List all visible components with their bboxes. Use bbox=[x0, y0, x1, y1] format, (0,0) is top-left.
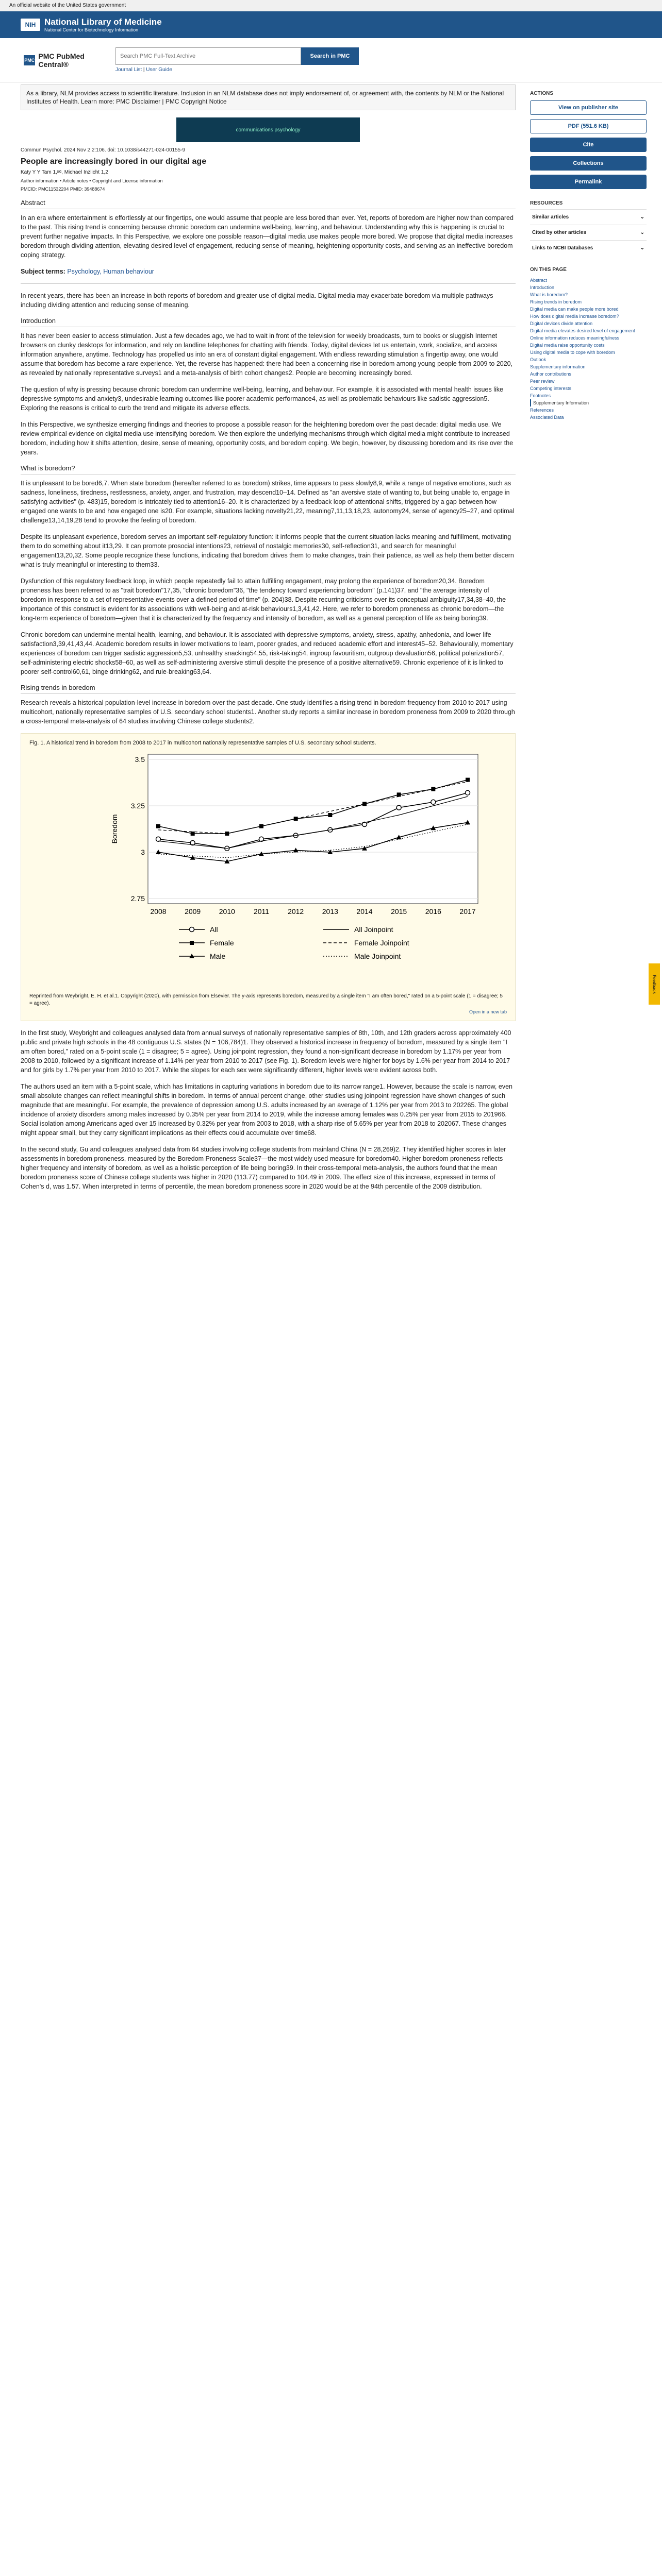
cited-by-toggle[interactable] bbox=[530, 225, 647, 240]
legend-label: Female bbox=[210, 939, 234, 947]
paragraph: The question of why is pressing because chronic boredom can undermine well-being, learning, and behaviour. For example, it is associated with mental health issues like depressive symptoms and anxiety3, undesirable learning outcomes like poorer academic performance4, as well as problematic behaviours like sadistic aggression5. Exploring the reasons is critical to curb the trend and mitigate its adverse effects. bbox=[21, 386, 503, 412]
user-guide-link[interactable]: User Guide bbox=[146, 67, 172, 73]
accordion-label: Similar articles bbox=[532, 214, 569, 220]
y-tick-label: 3.5 bbox=[135, 755, 145, 764]
pdf-button[interactable]: PDF (551.6 KB) bbox=[530, 119, 647, 133]
x-tick-label: 2016 bbox=[425, 907, 441, 916]
subject-terms-label: Subject terms: bbox=[21, 268, 65, 275]
paragraph: In the second study, Gu and colleagues analysed data from 64 studies involving college students from mainland China (N = 28,269)2. They identified higher scores in later assessments in boredom proneness, measured by the Boredom Proneness Scale37—the most widely used measure for boredom40. Higher boredom proneness reflects higher frequency and intensity of boredom, as well as a holistic perception of life being boring39. In their cross-temporal meta-analysis, the authors found that the mean boredom proneness score of Chinese college students was higher in 2020 (113.77) compared to 104.49 in 2009. The effect size of this increase, expressed in terms of Cohen's d, was 1.57. When interpreted in terms of percentile, the mean boredom proneness score in 2020 would be at the 94th percentile of the 2009 distribution. bbox=[21, 1146, 506, 1190]
x-tick-label: 2008 bbox=[150, 907, 167, 916]
data-point bbox=[397, 792, 401, 796]
x-tick-label: 2012 bbox=[288, 907, 304, 916]
gov-banner: An official website of the United States government bbox=[0, 0, 662, 11]
figure-1 bbox=[21, 733, 516, 1021]
toc-item[interactable]: Introduction bbox=[530, 285, 555, 290]
feedback-button[interactable]: Feedback bbox=[649, 963, 660, 1005]
view-publisher-button[interactable]: View on publisher site bbox=[530, 100, 647, 115]
chevron-down-icon: ⌄ bbox=[640, 230, 644, 235]
paragraph: Despite its unpleasant experience, boredom serves an important self-regulatory function: it informs people that the current situation lacks meaning and fulfillment, motivating them to do something about it13,29. It can promote prosocial intentions23, retrieval of nostalgic memories30, self-reflection31, and search for meaningful engagement13,20,32. Some people recognize these functions, indicating that boredom drives them to make changes, train their patience, as well as help them better discern what is truly meaningful or interesting to them33. bbox=[21, 533, 514, 568]
toc-item[interactable]: Digital media raise opportunity costs bbox=[530, 343, 605, 348]
toc-item[interactable]: References bbox=[530, 408, 554, 413]
y-tick-label: 3 bbox=[141, 848, 145, 856]
section-heading: Rising trends in boredom bbox=[21, 684, 516, 694]
permalink-button[interactable]: Permalink bbox=[530, 175, 647, 189]
actions-label: ACTIONS bbox=[530, 91, 553, 96]
data-point bbox=[431, 800, 436, 804]
toc-item[interactable]: Online information reduces meaningfulness bbox=[530, 335, 620, 341]
paragraph: In the first study, Weybright and colleagues analysed data from annual surveys of nationally representative samples of 8th, 10th, and 12th graders across approximately 400 public and private high schools in the 48 contiguous U.S. states (N = 106,784)1. They observed a historical increase in frequency of boredom, measured by a single item "I am often bored," rated on a 5-point scale (1 = disagree; 5 = agree). Using joinpoint regression, they found a non-significant decrease in boredom by 1.17% per year from 2008 to 2010, followed by a significant increase of 1.14% per year from 2010 to 2017 (see Fig. 1). Boredom levels were higher for boys by 1.6% per year from 2014 to 2017 and for girls by 1.7% per year from 2010 to 2017. While the slopes for each sex were significantly different, higher levels were evident across both. bbox=[21, 1029, 511, 1074]
legend-label: All bbox=[210, 925, 218, 934]
resources-label: RESOURCES bbox=[530, 200, 563, 206]
nih-logo[interactable]: NIH bbox=[21, 19, 40, 31]
chevron-down-icon: ⌄ bbox=[640, 245, 644, 251]
x-tick-label: 2015 bbox=[391, 907, 407, 916]
chevron-down-icon: ⌄ bbox=[640, 214, 644, 220]
data-point bbox=[156, 837, 161, 841]
section-heading: Introduction bbox=[21, 317, 516, 327]
journal-list-link[interactable]: Journal List bbox=[115, 67, 142, 73]
legend-label: Female Joinpoint bbox=[354, 939, 409, 947]
paragraph: It is unpleasant to be bored6,7. When state boredom (hereafter referred to as boredom) strikes, time appears to pass slowly8,9, while a range of negative emotions, such as sadness, loneliness, tiredness, restlessness, anxiety, anger, and frustration, may descend10–14. Defined as "an aversive state of wanting to, but being unable to, engage in satisfying activities" (p. 483)15, boredom is intricately tied to attention16–20. It is characterized by a feedback loop of attentional shifts, triggered by a gap between how engaged one wants to be and how engaged one is20. For example, situations lacking novelty21,22, meaning7,11,13,18,23, autonomy24, sense of agency25–27, and optimal challenge13,14,19,28 tend to provoke the feeling of boredom. bbox=[21, 480, 515, 524]
ncbi-subtitle: National Center for Biotechnology Information bbox=[44, 27, 139, 32]
abstract-text: In an era where entertainment is effortlessly at our fingertips, one would assume that people are less bored than ever. Yet, reports of boredom are higher now than compared to the past. This rising trend is concerning because chronic boredom can undermine well-being, learning, and behaviour. Understanding why this is happening is crucial to prevent further negative impacts. In this Perspective, we explore one possible reason—digital media use makes people more bored. We propose that digital media increases boredom through dividing attention, elevating desired level of engagement, reducing sense of meaning, heightening opportunity costs, and serving as an ineffective boredom coping strategy. bbox=[21, 214, 514, 259]
divider bbox=[21, 283, 516, 284]
data-point bbox=[191, 832, 195, 836]
paragraph: Research reveals a historical population-level increase in boredom over the past decade. One study identifies a rising trend in boredom frequency from 2010 to 2017 using multicohort, nationally representative samples of U.S. secondary school students1. Another study reports a similar increase in boredom proneness from 2009 to 2020 through a cross-temporal meta-analysis of 64 studies involving Chinese college students2. bbox=[21, 699, 515, 725]
cite-button[interactable]: Cite bbox=[530, 138, 647, 152]
boredom-trend-chart bbox=[29, 749, 507, 986]
section-heading: What is boredom? bbox=[21, 464, 516, 474]
search-input[interactable] bbox=[115, 47, 301, 65]
data-point bbox=[328, 813, 332, 817]
pmc-search: Search PMC Full-Text Archive Search in PMC Journal List | User Guide bbox=[115, 47, 359, 73]
x-tick-label: 2009 bbox=[185, 907, 201, 916]
toc-item[interactable]: Peer review bbox=[530, 379, 555, 384]
sidebar bbox=[530, 82, 647, 421]
toc-item[interactable]: Abstract bbox=[530, 278, 548, 283]
lead-paragraph: In recent years, there has been an increase in both reports of boredom and greater use of digital media. Digital media may exacerbate boredom via multiple pathways including dividing attention and reducing sense of meaning. bbox=[21, 292, 493, 309]
pmc-search-bar bbox=[0, 38, 662, 82]
y-tick-label: 2.75 bbox=[130, 894, 145, 903]
article-main bbox=[21, 82, 516, 1198]
legend-marker bbox=[190, 941, 194, 945]
paragraph: It has never been easier to access stimulation. Just a few decades ago, we had to wait in front of the television for weekly broadcasts, turn to books or sluggish Internet browsers on clunky desktops for information, and rely on landline telephones for chatting with friends. Today, digital devices let us entertain, work, socialize, and access information anywhere, anytime. Technology has propelled us into an era of constant digital engagement. With endless rewarding stimulation a fingertip away, one would assume that boredom has become a rare experience. Yet, the reverse has happened: there had been a concerning rise in boredom among young people from 2009 to 2020, as revealed by nationally representative surveys1 and a meta-analysis of birth cohort changes2. People are becoming increasingly bored. bbox=[21, 332, 513, 377]
article-info-links[interactable]: Author information • Article notes • Copyright and License information bbox=[21, 178, 163, 183]
legend-label: All Joinpoint bbox=[354, 925, 393, 934]
similar-articles-toggle[interactable] bbox=[530, 209, 647, 225]
author-list[interactable]: Katy Y Y Tam 1,✉, Michael Inzlicht 1,2 bbox=[21, 170, 108, 175]
toc-item[interactable]: Competing interests bbox=[530, 386, 572, 391]
article-ids: PMCID: PMC11532204 PMID: 39488674 bbox=[21, 187, 105, 192]
toc-item[interactable]: Associated Data bbox=[530, 415, 564, 420]
search-button[interactable]: Search in PMC bbox=[301, 47, 359, 65]
toc-item[interactable]: Using digital media to cope with boredom bbox=[530, 350, 615, 355]
pmc-logo-text: PMC PubMed Central® bbox=[38, 52, 85, 69]
paragraph: Dysfunction of this regulatory feedback loop, in which people repeatedly fail to attain fulfilling engagement, may prolong the experience of boredom20,34. Boredom proneness has been referred to as "trait boredom"17,35, "chronic boredom"36, "the tendency toward experiencing boredom" (p.141)37, and "the average intensity of boredom in response to a set of representative events over a defined period of time" (p. 204)38. Despite recurring criticisms over its conceptual ambiguity17,34,38–40, the importance of this construct is evident for its associations with well-being and at-risk behaviours1,3,41,42. Here, we refer to boredom proneness as chronic boredom—the long-term experience of boredom—given that it is characterized by the frequency and intensity of boredom, as well as a general perception of life as being boring39. bbox=[21, 578, 506, 622]
pmc-logo-icon: PMC bbox=[24, 55, 35, 65]
accordion-label: Cited by other articles bbox=[532, 230, 587, 235]
subject-terms-links[interactable]: Psychology, Human behaviour bbox=[67, 268, 154, 275]
data-point bbox=[396, 805, 401, 810]
article-title: People are increasingly bored in our digital age bbox=[21, 157, 207, 166]
ncbi-links-toggle[interactable] bbox=[530, 240, 647, 256]
figure-credit: Reprinted from Weybright, E. H. et al.1. Copyright (2020), with permission from Elsevier. The y-axis represents boredom, measured by a single item "I am often bored," rated on a 5-point scale (1 = disagree; 5 = agree). bbox=[29, 993, 503, 1006]
toc-item[interactable]: What is boredom? bbox=[530, 292, 568, 297]
y-axis-label: Boredom bbox=[110, 814, 119, 844]
legend-marker bbox=[190, 927, 194, 932]
citation-line[interactable]: Commun Psychol. 2024 Nov 2;2:106. doi: 10.1038/s44271-024-00155-9 bbox=[21, 147, 186, 153]
toc-item[interactable]: Rising trends in boredom bbox=[530, 299, 582, 304]
toc-item[interactable]: Digital media can make people more bored bbox=[530, 307, 619, 312]
toc-item[interactable]: Footnotes bbox=[530, 393, 551, 398]
abstract-heading: Abstract bbox=[21, 199, 516, 209]
subject-terms bbox=[21, 267, 516, 276]
x-tick-label: 2010 bbox=[219, 907, 235, 916]
toc-item[interactable]: Digital media elevates desired level of engagement bbox=[530, 328, 635, 333]
on-this-page-label: ON THIS PAGE bbox=[530, 267, 567, 273]
toc-item[interactable]: Digital devices divide attention bbox=[530, 321, 593, 326]
open-in-new-tab-link[interactable]: Open in a new tab bbox=[469, 1009, 507, 1014]
nlm-title[interactable]: National Library of Medicine bbox=[44, 17, 162, 27]
paragraph: In this Perspective, we synthesize emerging findings and theories to propose a possible reason for the heightening boredom over the past decade: digital media use. We review empirical evidence on digital media use intensifying boredom. We then explore the underlying mechanisms through which digital media might contribute to increased boredom, including how it shifts attention, desire, sense of meaning, opportunity costs, and boredom coping. We begin, however, by discussing boredom and its rise over the years. bbox=[21, 421, 514, 456]
table-of-contents bbox=[530, 277, 647, 421]
toc-item[interactable]: Author contributions bbox=[530, 371, 572, 377]
nih-header bbox=[0, 11, 662, 38]
nlm-notice: As a library, NLM provides access to scientific literature. Inclusion in an NLM database does not imply endorsement of, or agreement with, the contents by NLM or the National Institutes of Health. Learn more: PMC Disclaimer | PMC Copyright Notice bbox=[21, 84, 516, 110]
toc-item[interactable]: How does digital media increase boredom? bbox=[530, 314, 619, 319]
x-tick-label: 2014 bbox=[356, 907, 373, 916]
data-point bbox=[466, 790, 470, 795]
paragraph: The authors used an item with a 5-point scale, which has limitations in capturing variations in boredom due to its narrow range1. However, because the scale is narrow, even small absolute changes can reflect meaningful shifts in boredom. In terms of annual percent change, other studies using joinpoint regression have shown changes of such magnitude that are meaningful. For example, the prevalence of depression among U.S. adults increased by an average of 1.12% per year from 2013 to 202265. The global incidence of anxiety disorders among males increased by 0.35% per year from 2014 to 2019, while the increase among females was 0.25% per year from 2015 to 201966. Social isolation among Americans aged over 15 increased by 0.32% per year from 2003 to 2018, with a sharp rise of 5.65% per year from 2018 to 202067. These changes might appear small, but they carry significant implications as their effects could accumulate over time68. bbox=[21, 1083, 512, 1137]
legend-label: Male bbox=[210, 952, 226, 960]
accordion-label: Links to NCBI Databases bbox=[532, 245, 593, 251]
figure-caption: Fig. 1. A historical trend in boredom from 2008 to 2017 in multicohort nationally representative samples of U.S. secondary school students. bbox=[29, 740, 376, 746]
data-point bbox=[156, 824, 160, 828]
journal-banner[interactable]: communications psychology bbox=[176, 117, 360, 142]
legend-label: Male Joinpoint bbox=[354, 952, 401, 960]
toc-item[interactable]: Outlook bbox=[530, 357, 547, 362]
x-tick-label: 2013 bbox=[322, 907, 338, 916]
x-tick-label: 2017 bbox=[459, 907, 476, 916]
pmc-logo[interactable] bbox=[24, 52, 111, 69]
toc-item[interactable]: Supplementary Information bbox=[530, 399, 647, 406]
collections-button[interactable]: Collections bbox=[530, 156, 647, 171]
paragraph: Chronic boredom can undermine mental health, learning, and behaviour. It is associated with depressive symptoms, anxiety, stress, apathy, anhedonia, and lower life satisfaction3,39,41,43,44. Academic boredom results in lower motivations to learn, poorer grades, and reduced academic effort and interest45–52. Behaviourally, momentary experiences of boredom can trigger sadistic aggression5,53, unhealthy snacking54,55, risk-taking54, ingroup favouritism, outgroup devaluation56, political polarization57, self-administering electric shocks58–60, as well as self-administering aversive stimuli despite the presence of a positive alternative59. Chronic experience of it is linked to poorer self-control60,61, binge drinking62, and rule-breaking63,64. bbox=[21, 631, 514, 675]
data-point bbox=[466, 778, 470, 782]
x-tick-label: 2011 bbox=[253, 907, 270, 916]
y-tick-label: 3.25 bbox=[130, 802, 145, 810]
toc-item[interactable]: Supplementary information bbox=[530, 364, 586, 369]
